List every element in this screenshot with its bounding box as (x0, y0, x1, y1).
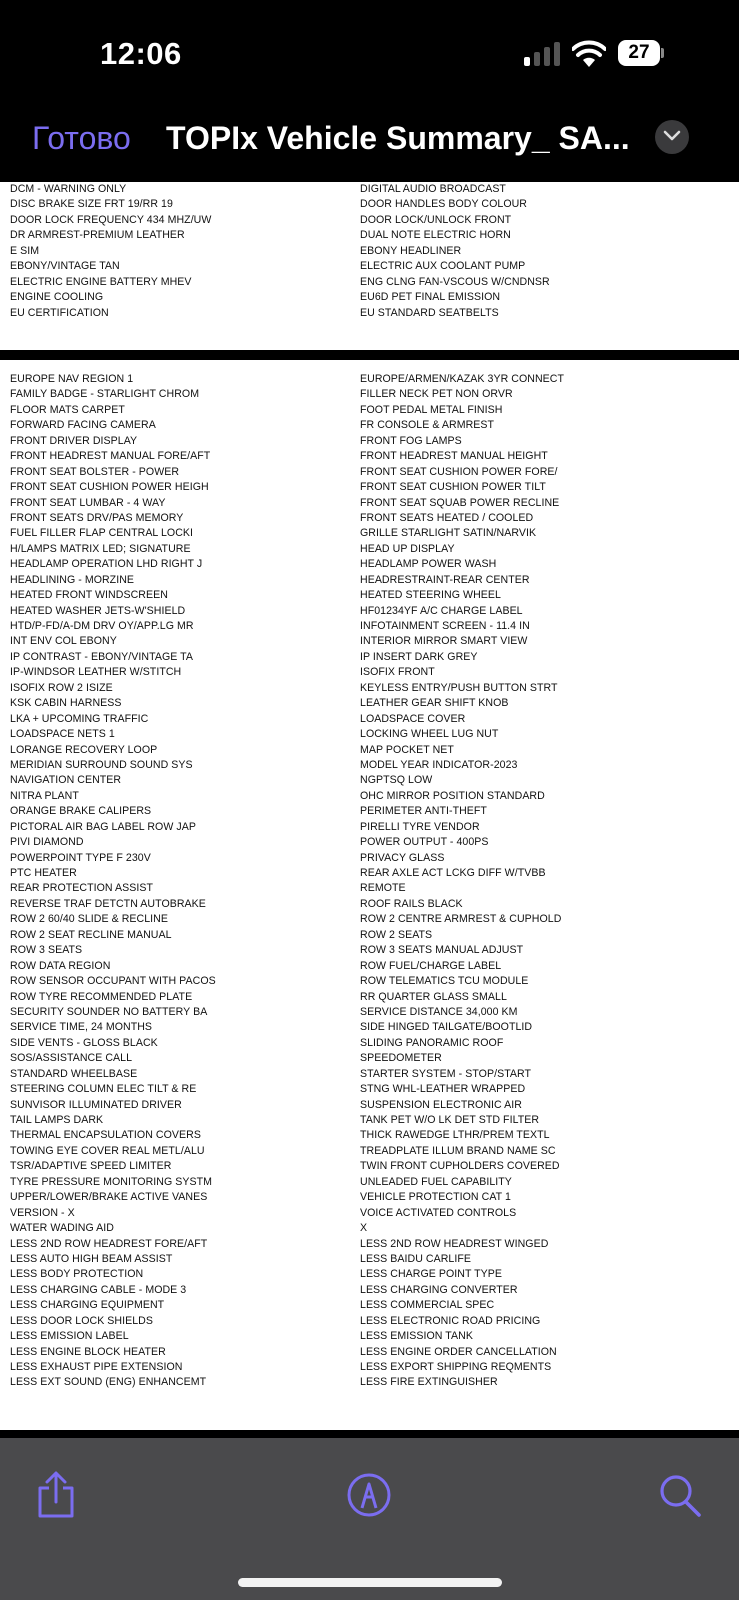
option-item: STARTER SYSTEM - STOP/START (360, 1067, 532, 1080)
option-item: PRIVACY GLASS (360, 851, 445, 864)
option-item: POWERPOINT TYPE F 230V (10, 851, 151, 864)
home-indicator (238, 1578, 502, 1587)
search-icon (657, 1470, 705, 1520)
option-item: LESS 2ND ROW HEADREST WINGED (360, 1237, 549, 1250)
option-item: LESS EXPORT SHIPPING REQMENTS (360, 1361, 552, 1373)
option-item: ENG CLNG FAN-VSCOUS W/CNDNSR (360, 275, 550, 288)
option-item: FRONT SEATS HEATED / COOLED (360, 511, 534, 524)
option-item: STANDARD WHEELBASE (10, 1067, 138, 1080)
option-item: LESS ENGINE BLOCK HEATER (10, 1345, 166, 1358)
option-item: FLOOR MATS CARPET (10, 403, 125, 416)
option-item: LESS COMMERCIAL SPEC (360, 1299, 495, 1312)
option-item: FRONT SEAT BOLSTER - POWER (10, 465, 180, 478)
option-item: NAVIGATION CENTER (10, 774, 122, 787)
option-item: HEATED FRONT WINDSCREEN (10, 589, 168, 602)
option-item: LOCKING WHEEL LUG NUT (360, 728, 499, 741)
search-button[interactable] (657, 1470, 705, 1520)
option-item: ROW TYRE RECOMMENDED PLATE (10, 990, 193, 1003)
option-list (10, 182, 731, 321)
option-item: FRONT SEAT SQUAB POWER RECLINE (360, 496, 560, 509)
option-item: EBONY HEADLINER (360, 244, 462, 257)
option-item: LESS CHARGING EQUIPMENT (10, 1299, 165, 1312)
option-item: SLIDING PANORAMIC ROOF (360, 1036, 504, 1049)
option-item: DISC BRAKE SIZE FRT 19/RR 19 (10, 198, 173, 211)
option-item: POWER OUTPUT - 400PS (360, 836, 489, 849)
option-item: FILLER NECK PET NON ORVR (360, 388, 513, 401)
option-item: TYRE PRESSURE MONITORING SYSTM (10, 1175, 213, 1188)
option-item: VEHICLE PROTECTION CAT 1 (360, 1191, 511, 1204)
option-item: FRONT HEADREST MANUAL HEIGHT (360, 450, 548, 463)
option-item: ROW SENSOR OCCUPANT WITH PACOS (10, 975, 216, 988)
option-item: E SIM (10, 244, 40, 257)
option-item: GRILLE STARLIGHT SATIN/NARVIK (360, 527, 537, 540)
option-item: STEERING COLUMN ELEC TILT & RE (10, 1083, 197, 1096)
option-item: SIDE HINGED TAILGATE/BOOTLID (360, 1021, 533, 1034)
bottom-toolbar (0, 1438, 739, 1600)
option-item: FRONT SEAT CUSHION POWER TILT (360, 481, 546, 494)
option-item: HEADRESTRAINT-REAR CENTER (360, 573, 530, 586)
share-button[interactable] (32, 1470, 80, 1520)
option-item: ROW 3 SEATS MANUAL ADJUST (360, 944, 524, 957)
option-item: IP CONTRAST - EBONY/VINTAGE TA (10, 650, 193, 663)
option-item: DCM - WARNING ONLY (10, 183, 127, 195)
option-item: TAIL LAMPS DARK (10, 1114, 104, 1126)
status-time: 12:06 (100, 36, 182, 71)
option-item: ISOFIX ROW 2 ISIZE (10, 681, 113, 694)
option-item: INFOTAINMENT SCREEN - 11.4 IN (360, 620, 530, 632)
option-item: LESS ENGINE ORDER CANCELLATION (360, 1345, 557, 1358)
wifi-icon (572, 40, 606, 68)
option-item: INTERIOR MIRROR SMART VIEW (360, 635, 528, 648)
option-item: DOOR LOCK FREQUENCY 434 MHZ/UW (10, 213, 212, 226)
option-item: FRONT SEAT CUSHION POWER HEIGH (10, 481, 209, 494)
option-item: EU CERTIFICATION (10, 306, 109, 319)
option-item: FUEL FILLER FLAP CENTRAL LOCKI (10, 527, 194, 540)
option-item: LESS CHARGING CONVERTER (360, 1283, 518, 1296)
battery-level: 27 (618, 40, 660, 66)
option-item: LESS EXHAUST PIPE EXTENSION (10, 1361, 183, 1373)
option-item: EUROPE/ARMEN/KAZAK 3YR CONNECT (360, 373, 564, 385)
markup-icon (345, 1470, 393, 1520)
option-item: H/LAMPS MATRIX LED; SIGNATURE (10, 542, 191, 555)
option-item: DUAL NOTE ELECTRIC HORN (360, 229, 511, 242)
option-item: ROW 2 SEAT RECLINE MANUAL (10, 928, 172, 941)
option-item: HF01234YF A/C CHARGE LABEL (360, 604, 523, 617)
markup-button[interactable] (345, 1470, 393, 1520)
option-item: IP-WINDSOR LEATHER W/STITCH (10, 666, 182, 679)
option-item: EU6D PET FINAL EMISSION (360, 291, 501, 304)
document-title: TOPIx Vehicle Summary_ SA... (166, 120, 630, 156)
option-item: ROW 2 CENTRE ARMREST & CUPHOLD (360, 913, 562, 926)
option-item: SUNVISOR ILLUMINATED DRIVER (10, 1098, 182, 1111)
option-item: LOADSPACE NETS 1 (10, 728, 115, 741)
option-item: HTD/P-FD/A-DM DRV OY/APP.LG MR (10, 620, 194, 632)
document-page-2 (0, 360, 739, 1430)
option-item: REAR PROTECTION ASSIST (10, 882, 153, 895)
option-item: IP INSERT DARK GREY (360, 650, 478, 663)
cellular-signal-icon (524, 42, 562, 66)
option-item: ROW 2 60/40 SLIDE & RECLINE (10, 913, 168, 926)
option-item: LOADSPACE COVER (360, 712, 466, 725)
option-item: TOWING EYE COVER REAL METL/ALU (10, 1144, 205, 1157)
option-item: SECURITY SOUNDER NO BATTERY BA (10, 1005, 208, 1018)
option-item: NITRA PLANT (10, 789, 79, 802)
option-item: LESS CHARGE POINT TYPE (360, 1268, 502, 1281)
share-icon (32, 1470, 80, 1520)
title-menu-button[interactable] (655, 120, 689, 154)
option-item: TSR/ADAPTIVE SPEED LIMITER (10, 1160, 172, 1173)
option-item: TWIN FRONT CUPHOLDERS COVERED (360, 1160, 560, 1173)
option-item: OHC MIRROR POSITION STANDARD (360, 789, 545, 802)
option-item: FR CONSOLE & ARMREST (360, 419, 495, 432)
document-viewer[interactable] (0, 182, 739, 1438)
option-item: TREADPLATE ILLUM BRAND NAME SC (360, 1144, 556, 1157)
option-item: LESS EMISSION LABEL (10, 1330, 129, 1343)
option-item: ROW 3 SEATS (10, 944, 83, 957)
option-item: FRONT SEAT CUSHION POWER FORE/ (360, 465, 558, 478)
option-item: DIGITAL AUDIO BROADCAST (360, 183, 506, 195)
option-item: FRONT DRIVER DISPLAY (10, 434, 138, 447)
option-item: KEYLESS ENTRY/PUSH BUTTON STRT (360, 681, 558, 694)
option-item: EBONY/VINTAGE TAN (10, 260, 120, 273)
option-item: SERVICE TIME, 24 MONTHS (10, 1021, 153, 1034)
option-item: FRONT HEADREST MANUAL FORE/AFT (10, 450, 211, 463)
option-item: SOS/ASSISTANCE CALL (10, 1052, 133, 1065)
option-item: PIVI DIAMOND (10, 836, 84, 849)
option-item: MAP POCKET NET (360, 743, 454, 756)
option-item: UPPER/LOWER/BRAKE ACTIVE VANES (10, 1191, 208, 1204)
option-item: PERIMETER ANTI-THEFT (360, 805, 487, 818)
option-item: ROW TELEMATICS TCU MODULE (360, 975, 529, 988)
option-item: LESS DOOR LOCK SHIELDS (10, 1314, 153, 1327)
option-item: FAMILY BADGE - STARLIGHT CHROM (10, 388, 200, 401)
option-list (10, 372, 731, 1391)
option-item: ROW FUEL/CHARGE LABEL (360, 959, 502, 972)
option-item: LESS FIRE EXTINGUISHER (360, 1376, 498, 1389)
option-item: MODEL YEAR INDICATOR-2023 (360, 758, 518, 771)
option-item: REVERSE TRAF DETCTN AUTOBRAKE (10, 897, 206, 910)
nav-bar (0, 110, 739, 182)
status-bar (0, 0, 739, 110)
option-item: RR QUARTER GLASS SMALL (360, 990, 507, 1003)
document-page-1 (0, 182, 739, 350)
option-item: PIRELLI TYRE VENDOR (360, 820, 480, 833)
option-item: LORANGE RECOVERY LOOP (10, 743, 158, 756)
option-item: HEADLINING - MORZINE (10, 573, 135, 586)
option-item: EUROPE NAV REGION 1 (10, 373, 134, 385)
option-item: FRONT SEATS DRV/PAS MEMORY (10, 511, 184, 524)
option-item: LEATHER GEAR SHIFT KNOB (360, 697, 509, 710)
option-item: THERMAL ENCAPSULATION COVERS (10, 1129, 201, 1142)
option-item: FRONT FOG LAMPS (360, 434, 462, 447)
option-item: UNLEADED FUEL CAPABILITY (360, 1175, 512, 1188)
option-item: ROW DATA REGION (10, 959, 111, 972)
option-item: HEADLAMP POWER WASH (360, 558, 497, 571)
option-item: REAR AXLE ACT LCKG DIFF W/TVBB (360, 867, 546, 879)
option-item: FOOT PEDAL METAL FINISH (360, 403, 503, 416)
option-item: LESS ELECTRONIC ROAD PRICING (360, 1314, 541, 1327)
battery-icon (618, 40, 664, 66)
option-item: DR ARMREST-PREMIUM LEATHER (10, 229, 185, 242)
option-item: FORWARD FACING CAMERA (10, 419, 156, 432)
option-item: LESS 2ND ROW HEADREST FORE/AFT (10, 1237, 208, 1250)
option-item: LESS BODY PROTECTION (10, 1268, 144, 1281)
option-item: HEATED WASHER JETS-W'SHIELD (10, 604, 186, 617)
option-item: DOOR LOCK/UNLOCK FRONT (360, 213, 512, 226)
option-item: VOICE ACTIVATED CONTROLS (360, 1206, 517, 1219)
option-item: ROOF RAILS BLACK (360, 897, 463, 910)
option-item: FRONT SEAT LUMBAR - 4 WAY (10, 496, 166, 509)
option-item: EU STANDARD SEATBELTS (360, 306, 499, 319)
done-button[interactable]: Готово (32, 120, 131, 156)
option-item: DOOR HANDLES BODY COLOUR (360, 198, 528, 211)
option-item: PTC HEATER (10, 867, 77, 879)
option-item: STNG WHL-LEATHER WRAPPED (360, 1083, 526, 1096)
option-item: ELECTRIC ENGINE BATTERY MHEV (10, 275, 192, 288)
option-item: LESS AUTO HIGH BEAM ASSIST (10, 1252, 173, 1265)
option-item: MERIDIAN SURROUND SOUND SYS (10, 758, 193, 771)
option-item: X (360, 1222, 368, 1235)
option-item: SPEEDOMETER (360, 1052, 442, 1065)
option-item: ISOFIX FRONT (360, 666, 435, 679)
option-item: LESS EXT SOUND (ENG) ENHANCEMT (10, 1376, 207, 1389)
option-item: HEADLAMP OPERATION LHD RIGHT J (10, 558, 203, 571)
chevron-down-icon (663, 130, 681, 142)
option-item: ENGINE COOLING (10, 291, 104, 304)
option-item: SERVICE DISTANCE 34,000 KM (360, 1005, 518, 1018)
option-item: LESS CHARGING CABLE - MODE 3 (10, 1283, 187, 1296)
option-item: THICK RAWEDGE LTHR/PREM TEXTL (360, 1129, 550, 1142)
option-item: WATER WADING AID (10, 1222, 114, 1235)
option-item: HEAD UP DISPLAY (360, 542, 455, 555)
option-item: LKA + UPCOMING TRAFFIC (10, 712, 149, 725)
option-item: TANK PET W/O LK DET STD FILTER (360, 1114, 540, 1126)
option-item: LESS BAIDU CARLIFE (360, 1252, 471, 1265)
option-item: ROW 2 SEATS (360, 928, 433, 941)
option-item: REMOTE (360, 882, 406, 895)
option-item: ORANGE BRAKE CALIPERS (10, 805, 152, 818)
option-item: VERSION - X (10, 1206, 75, 1219)
option-item: NGPTSQ LOW (360, 774, 433, 787)
option-item: LESS EMISSION TANK (360, 1330, 473, 1343)
option-item: SUSPENSION ELECTRONIC AIR (360, 1098, 522, 1111)
option-item: SIDE VENTS - GLOSS BLACK (10, 1036, 158, 1049)
option-item: HEATED STEERING WHEEL (360, 589, 501, 602)
option-item: KSK CABIN HARNESS (10, 697, 122, 710)
option-item: ELECTRIC AUX COOLANT PUMP (360, 260, 526, 273)
option-item: PICTORAL AIR BAG LABEL ROW JAP (10, 820, 196, 833)
option-item: INT ENV COL EBONY (10, 635, 117, 648)
